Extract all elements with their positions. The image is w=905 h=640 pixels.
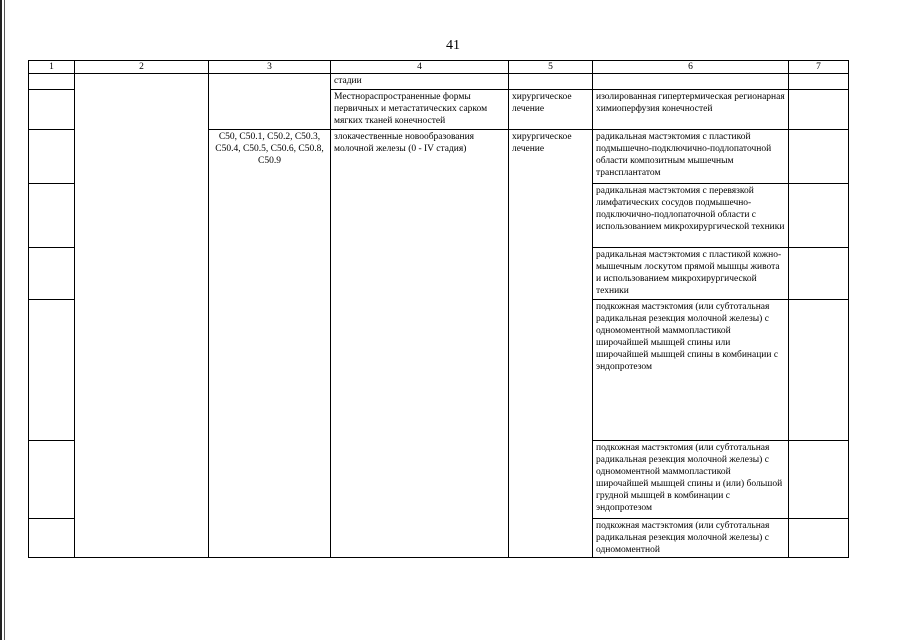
treatment-cell: хирургическое лечение: [509, 130, 593, 558]
page-number: 41: [446, 38, 460, 53]
table-cell: [29, 130, 75, 184]
table-cell: [29, 248, 75, 300]
table-cell: [29, 74, 75, 90]
table-cell: [29, 300, 75, 441]
table-cell: [29, 441, 75, 519]
table-cell: [789, 184, 849, 248]
scan-border-left: [0, 0, 2, 640]
table-cell: [789, 74, 849, 90]
table-cell: [209, 74, 331, 130]
column-number: 2: [75, 61, 209, 74]
column-number: 1: [29, 61, 75, 74]
scan-border-left-inner: [4, 0, 5, 640]
method-cell: подкожная мастэктомия (или субтотальная радикальная резекция молочной железы) с одномоментной: [593, 519, 789, 558]
column-number: 5: [509, 61, 593, 74]
table-row: [29, 74, 849, 90]
table-cell: [789, 248, 849, 300]
column-number: 4: [331, 61, 509, 74]
method-cell: радикальная мастэктомия с пластикой кожно-мышечным лоскутом прямой мышцы живота и использованием микрохирургической техники: [593, 248, 789, 300]
column-number: 7: [789, 61, 849, 74]
table-cell: [789, 300, 849, 441]
table-cell: [29, 90, 75, 130]
table-cell: [789, 519, 849, 558]
diagnosis-cell: Местнораспространенные формы первичных и метастатических сарком мягких тканей конечностей: [331, 90, 509, 130]
icd-codes-cell: C50, C50.1, C50.2, C50.3, C50.4, C50.5, C50.6, C50.8, C50.9: [209, 130, 331, 558]
method-cell: подкожная мастэктомия (или субтотальная радикальная резекция молочной железы) с одномоментной маммопластикой широчайшей мышцей спины или широчайшей мышцей спины в комбинации с эндопротезом: [593, 300, 789, 441]
method-cell: изолированная гипертермическая регионарная химиоперфузия конечностей: [593, 90, 789, 130]
column-number: 6: [593, 61, 789, 74]
diagnosis-cell: стадии: [331, 74, 509, 90]
column-number: 3: [209, 61, 331, 74]
table-cell: [789, 90, 849, 130]
table-cell: [509, 74, 593, 90]
medical-care-table: [28, 60, 849, 558]
table-cell: [29, 184, 75, 248]
method-cell: подкожная мастэктомия (или субтотальная радикальная резекция молочной железы) с одномоментной маммопластикой широчайшей мышцей спины и (или) большой грудной мышцей в комбинации с эндопротезом: [593, 441, 789, 519]
column-number-row: [29, 61, 849, 74]
treatment-cell: хирургическое лечение: [509, 90, 593, 130]
table-cell: [593, 74, 789, 90]
table-cell: [789, 441, 849, 519]
method-cell: радикальная мастэктомия с перевязкой лимфатических сосудов подмышечно-подключично-подлопаточной области с использованием микрохирургической техники: [593, 184, 789, 248]
table-cell: [789, 130, 849, 184]
method-cell: радикальная мастэктомия с пластикой подмышечно-подключично-подлопаточной области композитным мышечным трансплантатом: [593, 130, 789, 184]
diagnosis-cell: злокачественные новообразования молочной железы (0 - IV стадия): [331, 130, 509, 558]
table-cell: [75, 74, 209, 558]
table-cell: [29, 519, 75, 558]
